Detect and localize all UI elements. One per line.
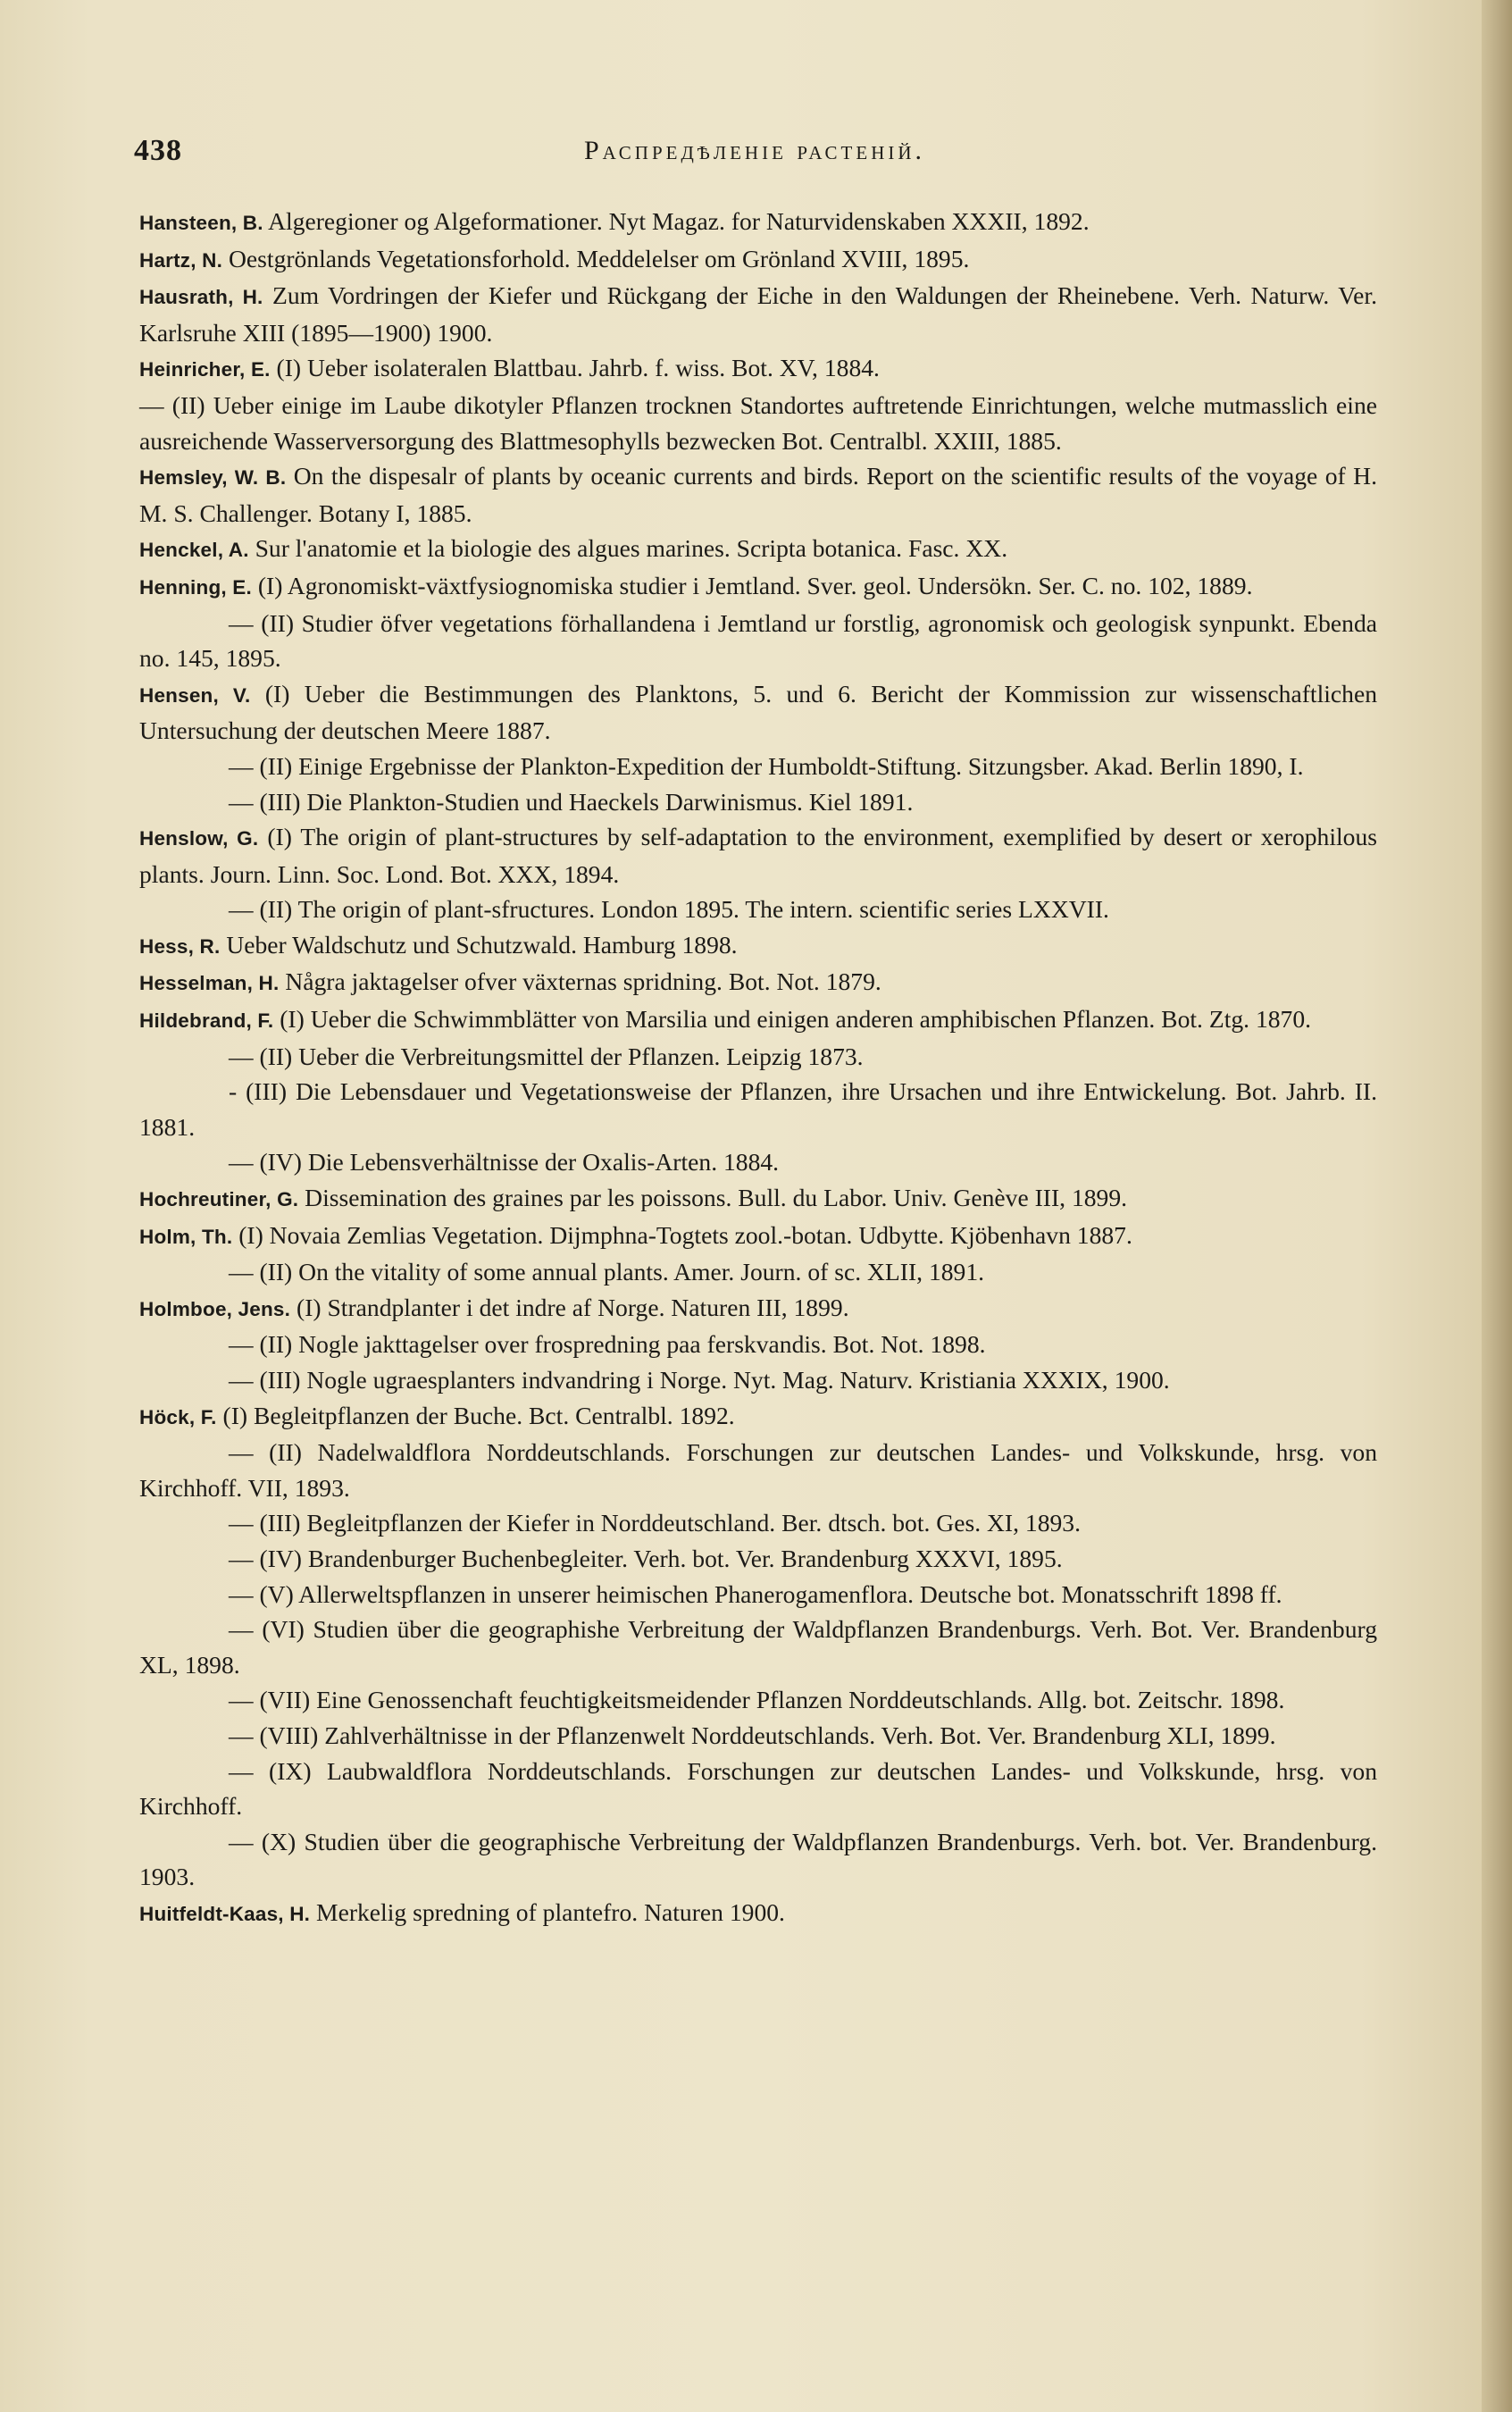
entry-text: (I) The origin of plant-structures by self-adaptation to the environment, exemplified by desert or xerophilous plants. Journ. Linn. Soc. Lond. Bot. XXX, 1894. — [139, 823, 1377, 888]
page-number: 438 — [134, 134, 182, 167]
bibliography-entry — [139, 1682, 1377, 1718]
entry-text: — (III) Die Plankton-Studien und Haeckels Darwinismus. Kiel 1891. — [229, 787, 914, 816]
bibliography-entry — [139, 749, 1377, 784]
bibliography-entry — [139, 892, 1377, 927]
entry-text: Zum Vordringen der Kiefer und Rückgang der Eiche in den Waldungen der Rheinebene. Verh. Naturw. Ver. Karlsruhe XIII (1895—1900) 1900. — [139, 281, 1377, 347]
entry-text: — (IV) Die Lebensverhältnisse der Oxalis-Arten. 1884. — [229, 1148, 780, 1177]
entry-text: — (VI) Studien über die geographishe Verbreitung der Waldpflanzen Brandenburgs. Verh. Bot. Ver. Brandenburg XL, 1898. — [139, 1615, 1377, 1679]
entry-author: Holm, Th. — [139, 1225, 233, 1248]
entry-author: Hartz, N. — [139, 248, 223, 272]
bibliography-entry — [139, 458, 1377, 531]
entry-text: Sur l'anatomie et la biologie des algues marines. Scripta botanica. Fasc. XX. — [255, 534, 1008, 563]
entry-text: — (III) Begleitpflanzen der Kiefer in Norddeutschland. Ber. dtsch. bot. Ges. XI, 1893. — [229, 1509, 1082, 1537]
entry-author: Hesselman, H. — [139, 972, 280, 995]
entry-text: — (X) Studien über die geographische Verbreitung der Waldpflanzen Brandenburgs. Verh. bot. Ver. Brandenburg. 1903. — [139, 1827, 1377, 1891]
entry-author: Huitfeldt-Kaas, H. — [139, 1902, 311, 1925]
entry-author: Hansteen, B. — [139, 212, 263, 234]
entry-text: — (II) Einige Ergebnisse der Plankton-Expedition der Humboldt-Stiftung. Sitzungsber. Akad. Berlin 1890, I. — [229, 751, 1304, 780]
entry-text: — (II) Ueber einige im Laube dikotyler Pflanzen trocknen Standortes auftretende Einrichtungen, welche mutmasslich eine ausreichende Wasserversorgung des Blattmesophylls bezwecken Bot. Centralbl. XXIII, 1885. — [139, 390, 1377, 455]
entry-author: Hausrath, H. — [139, 286, 263, 309]
entry-text: — (IX) Laubwaldflora Norddeutschlands. Forschungen zur deutschen Landes- und Volkskunde, hrsg. von Kirchhoff. — [139, 1756, 1377, 1821]
entry-text: — (II) Ueber die Verbreitungsmittel der Pflanzen. Leipzig 1873. — [229, 1042, 864, 1070]
entry-author: Hess, R. — [139, 934, 221, 958]
page-header — [134, 134, 1375, 179]
entry-text: — (II) Studier öfver vegetations förhallandena i Jemtland ur forstlig, agronomisk och geologisk synpunkt. Ebenda no. 145, 1895. — [139, 608, 1377, 673]
bibliography-entry — [139, 1001, 1377, 1039]
entry-text: Oestgrönlands Vegetationsforhold. Meddelelser om Grönland XVIII, 1895. — [228, 244, 970, 272]
entry-author: Hochreutiner, G. — [139, 1188, 299, 1211]
bibliography-entry — [139, 388, 1377, 458]
bibliography-entry — [139, 1074, 1377, 1144]
entry-text: — (III) Nogle ugraesplanters indvandring i Norge. Nyt. Mag. Naturv. Kristiania XXXIX, 1900. — [229, 1366, 1170, 1394]
running-title: Распредѣленіе растеній. — [583, 136, 926, 165]
entry-author: Henckel, A. — [139, 539, 249, 562]
bibliography-entry — [139, 1824, 1377, 1895]
entry-text: — (II) The origin of plant-sfructures. London 1895. The intern. scientific series LXXVII. — [229, 895, 1109, 924]
entry-text: Merkelig spredning of plantefro. Naturen 1900. — [316, 1897, 785, 1926]
entry-text: (I) Agronomiskt-växtfysiognomiska studier i Jemtland. Sver. geol. Undersökn. Ser. C. no. 102, 1889. — [257, 571, 1253, 599]
entry-text: — (V) Allerweltspflanzen in unserer heimischen Phanerogamenflora. Deutsche bot. Monatsschrift 1898 ff. — [229, 1579, 1282, 1608]
entry-author: Höck, F. — [139, 1405, 217, 1428]
bibliography-entry — [139, 784, 1377, 820]
bibliography-entry — [139, 927, 1377, 965]
bibliography-entry — [139, 606, 1377, 676]
entry-text: Ueber Waldschutz und Schutzwald. Hamburg 1898. — [226, 930, 738, 959]
entry-author: Heinricher, E. — [139, 358, 271, 381]
bibliography-entry — [139, 1218, 1377, 1255]
bibliography-entry — [139, 1327, 1377, 1362]
bibliography-entry — [139, 1039, 1377, 1075]
entry-text: Några jaktagelser ofver växternas spridning. Bot. Not. 1879. — [285, 967, 881, 996]
bibliography-entry — [139, 1144, 1377, 1180]
bibliography-entry — [139, 1612, 1377, 1682]
bibliography-entry — [139, 1895, 1377, 1932]
entry-text: — (VIII) Zahlverhältnisse in der Pflanzenwelt Norddeutschlands. Verh. Bot. Ver. Brandenburg XLI, 1899. — [229, 1721, 1276, 1749]
entry-text: (I) Novaia Zemlias Vegetation. Dijmphna-Togtets zool.-botan. Udbytte. Kjöbenhavn 1887. — [238, 1220, 1132, 1249]
entry-author: Henslow, G. — [139, 827, 259, 850]
entry-text: Algeregioner og Algeformationer. Nyt Magaz. for Naturvidenskaben XXXII, 1892. — [268, 207, 1090, 235]
entry-text: (I) Ueber die Schwimmblätter von Marsilia und einigen anderen amphibischen Pflanzen. Bot. Ztg. 1870. — [280, 1005, 1312, 1034]
bibliography-entry — [139, 676, 1377, 749]
entry-author: Henning, E. — [139, 575, 252, 599]
bibliography-entry — [139, 964, 1377, 1001]
entry-text: (I) Strandplanter i det indre af Norge. Naturen III, 1899. — [297, 1293, 849, 1321]
bibliography-entry — [139, 1541, 1377, 1577]
bibliography-entry — [139, 1435, 1377, 1505]
bibliography-entry — [139, 1362, 1377, 1398]
entry-text: — (II) Nogle jakttagelser over frospredning paa ferskvandis. Bot. Not. 1898. — [229, 1330, 986, 1359]
entry-text: (I) Ueber isolateralen Blattbau. Jahrb. f. wiss. Bot. XV, 1884. — [276, 354, 880, 382]
bibliography-entry — [139, 1505, 1377, 1541]
entry-text: — (II) Nadelwaldflora Norddeutschlands. Forschungen zur deutschen Landes- und Volkskunde, hrsg. von Kirchhoff. VII, 1893. — [139, 1438, 1377, 1502]
entry-author: Hemsley, W. B. — [139, 466, 287, 490]
bibliography-entry — [139, 204, 1377, 241]
entry-text: (I) Ueber die Bestimmungen des Planktons, 5. und 6. Bericht der Kommission zur wissenschaftlichen Untersuchung der deutschen Meere 1887. — [139, 679, 1377, 745]
bibliography-entry — [139, 819, 1377, 892]
entry-text: - (III) Die Lebensdauer und Vegetationsweise der Pflanzen, ihre Ursachen und ihre Entwickelung. Bot. Jahrb. II. 1881. — [139, 1077, 1377, 1141]
bibliography-entry — [139, 278, 1377, 350]
bibliography-entry — [139, 1290, 1377, 1327]
bibliography-entry — [139, 1180, 1377, 1218]
bibliography-entry — [139, 1254, 1377, 1290]
bibliography-entry — [139, 568, 1377, 606]
entry-text: On the dispesalr of plants by oceanic currents and birds. Report on the scientific results of the voyage of H. M. S. Challenger. Botany I, 1885. — [139, 462, 1377, 527]
page-edge — [1482, 0, 1512, 2412]
entry-author: Hensen, V. — [139, 683, 251, 707]
bibliography-list — [139, 204, 1377, 1932]
entry-text: — (II) On the vitality of some annual plants. Amer. Journ. of sc. XLII, 1891. — [229, 1258, 985, 1286]
bibliography-entry — [139, 350, 1377, 388]
entry-text: — (VII) Eine Genossenchaft feuchtigkeitsmeidender Pflanzen Norddeutschlands. Allg. bot. Zeitschr. 1898. — [229, 1686, 1285, 1714]
entry-author: Hildebrand, F. — [139, 1009, 274, 1033]
entry-text: (I) Begleitpflanzen der Buche. Bct. Centralbl. 1892. — [222, 1401, 735, 1429]
bibliography-entry — [139, 531, 1377, 568]
entry-text: Dissemination des graines par les poissons. Bull. du Labor. Univ. Genève III, 1899. — [305, 1184, 1128, 1212]
entry-text: — (IV) Brandenburger Buchenbegleiter. Verh. bot. Ver. Brandenburg XXXVI, 1895. — [229, 1544, 1063, 1572]
entry-author: Holmboe, Jens. — [139, 1297, 291, 1320]
bibliography-entry — [139, 1754, 1377, 1824]
bibliography-entry — [139, 241, 1377, 279]
bibliography-entry — [139, 1398, 1377, 1436]
bibliography-entry — [139, 1577, 1377, 1612]
bibliography-entry — [139, 1718, 1377, 1754]
